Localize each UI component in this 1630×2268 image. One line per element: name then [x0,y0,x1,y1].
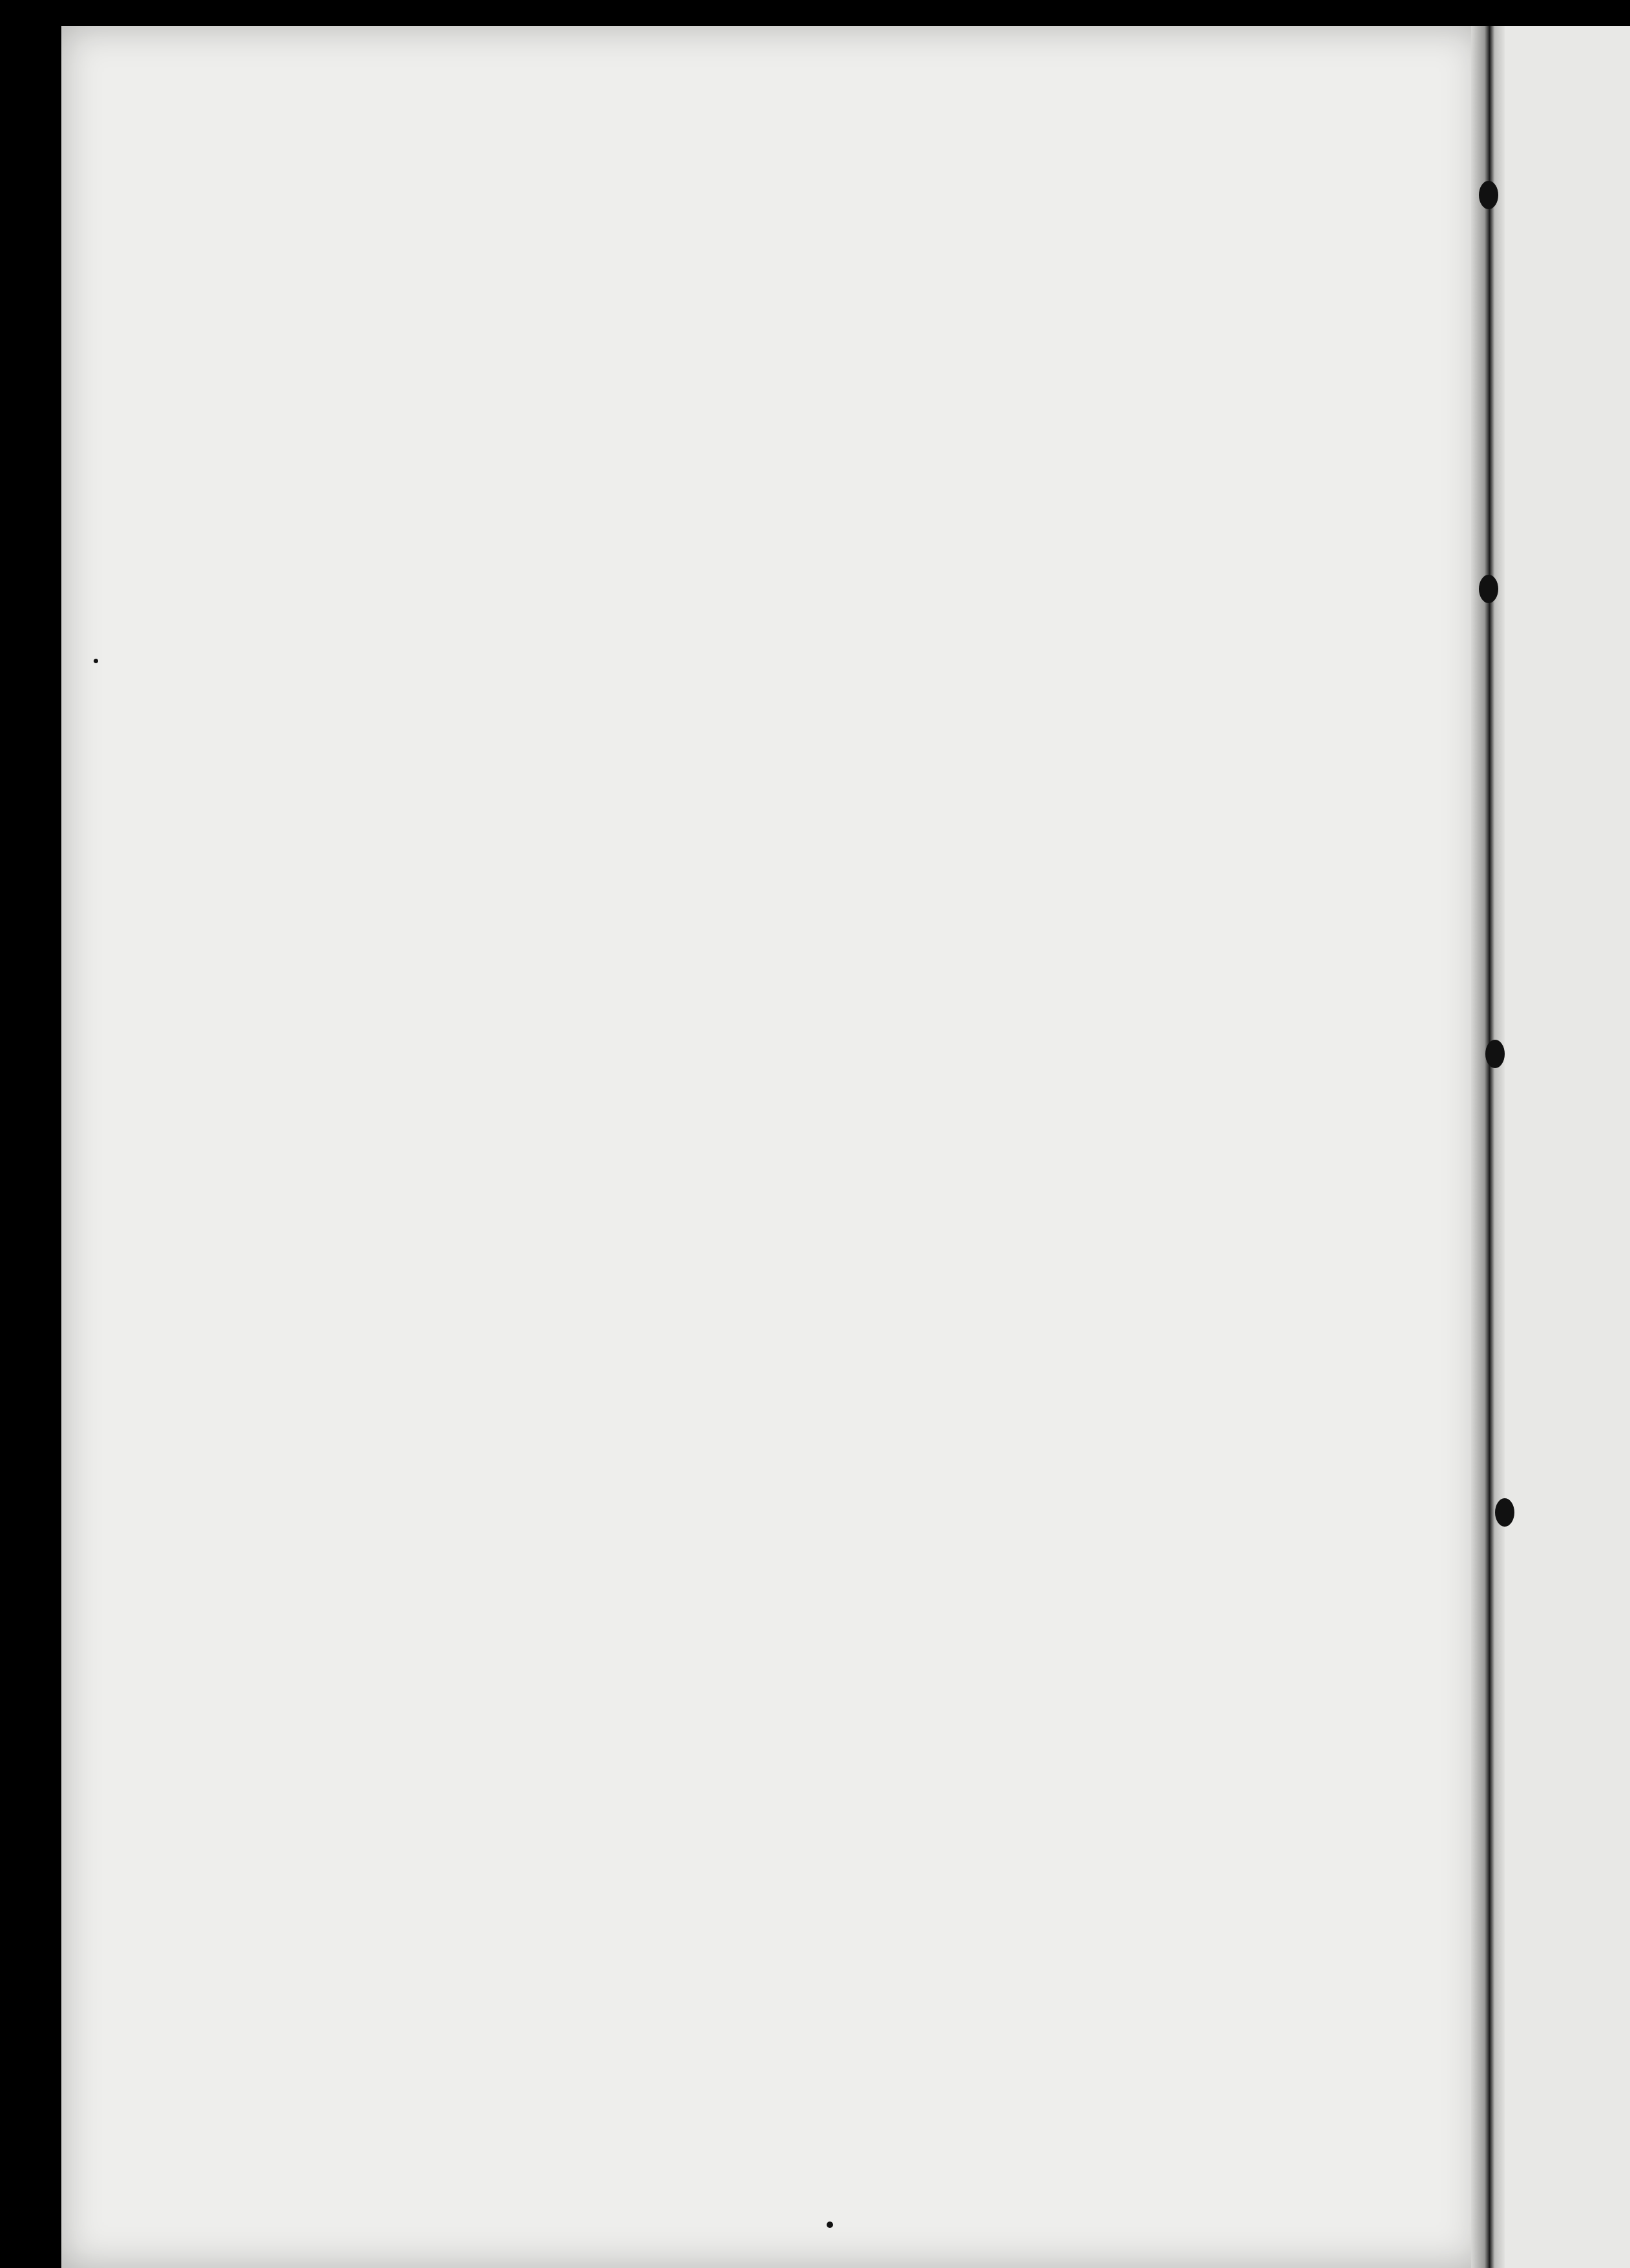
binding-stitch [1495,1498,1514,1527]
binding-stitch [1479,575,1498,603]
facing-page-edge [1505,26,1630,2268]
binding-stitch [1485,1040,1505,1068]
binding-stitch [1479,181,1498,209]
binding-gutter [1471,26,1505,2268]
ink-speck [94,659,98,663]
ink-speck [827,2222,833,2228]
show-through-text [304,297,1298,1879]
